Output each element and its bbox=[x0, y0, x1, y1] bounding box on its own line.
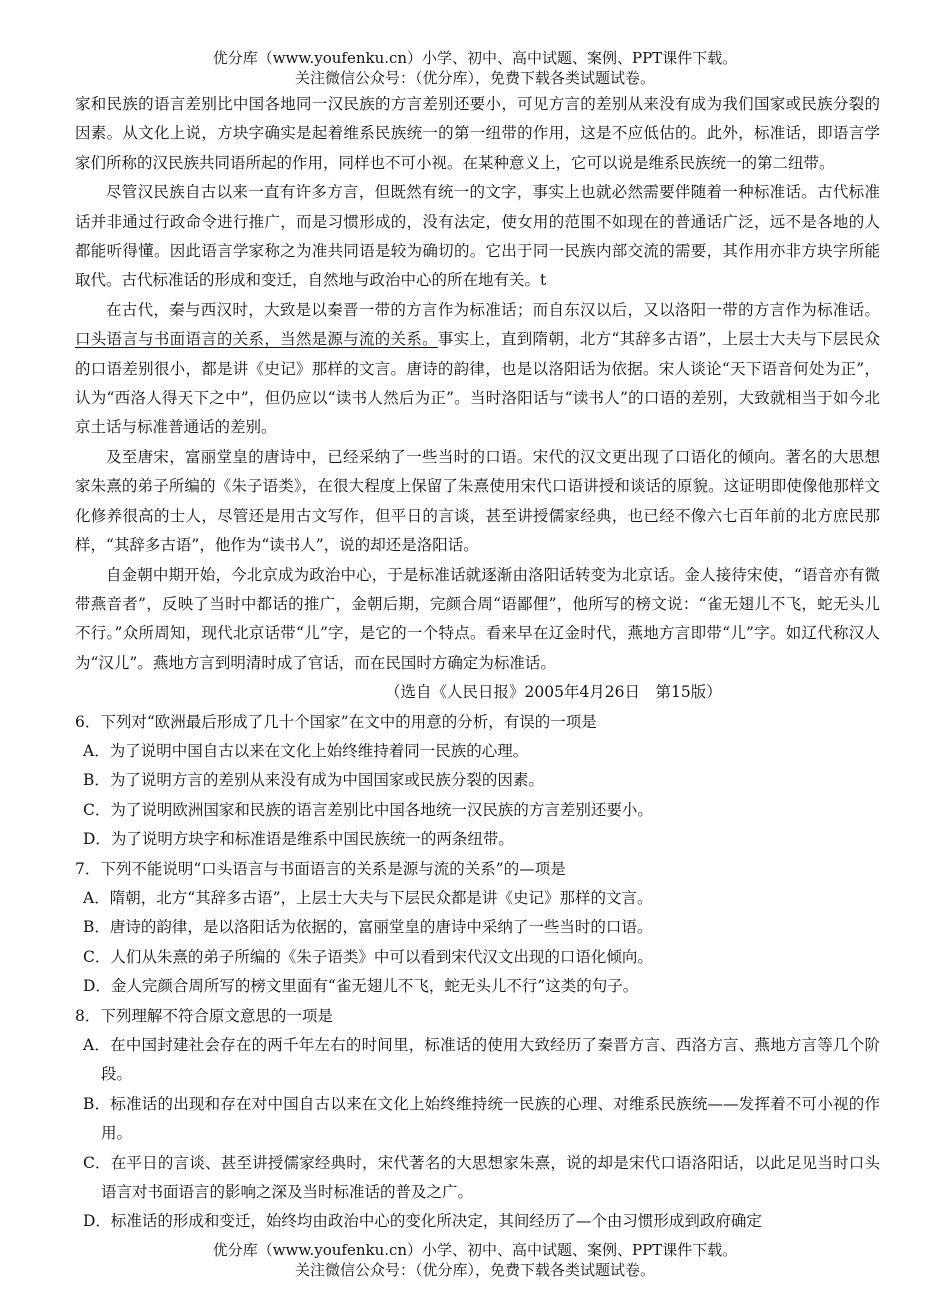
question-6-option-c: C．为了说明欧洲国家和民族的语言差别比中国各地统一汉民族的方言差别还要小。 bbox=[83, 800, 653, 819]
article-paragraph-0: 家和民族的语言差别比中国各地同一汉民族的方言差别还要小，可见方言的差别从来没有成为我们国家或民族分裂的因素。从文化上说，方块字确实是起着维系民族统一的第一纽带的作用，这是不应低估的。此外，标准话，即语言学家们所称的汉民族共同语所起的作用，同样也不可小视。在某种意义上，它可以说是维系民族统一的第二纽带。 bbox=[75, 95, 880, 172]
question-6-stem: 6．下列对“欧洲最后形成了几十个国家”在文中的用意的分析，有误的一项是 bbox=[75, 712, 597, 731]
question-8-stem: 8．下列理解不符合原文意思的一项是 bbox=[75, 1006, 333, 1025]
question-7-option-d: D．金人完颜合周所写的榜文里面有“雀无翅儿不飞，蛇无头儿不行”这类的句子。 bbox=[83, 977, 639, 996]
question-8-option-a: A．在中国封建社会存在的两千年左右的时间里，标准话的使用大致经历了秦晋方言、西洛方言、燕地方言等几个阶段。 bbox=[83, 1036, 880, 1084]
page-footer bbox=[0, 1240, 950, 1280]
header-line-2: 关注微信公众号：（优分库），免费下载各类试题试卷。 bbox=[294, 69, 655, 87]
underlined-sentence: 口头语言与书面语言的关系，当然是源与流的关系。 bbox=[75, 330, 438, 349]
main-content bbox=[75, 90, 880, 1237]
question-6-option-b: B．为了说明方言的差别从来没有成为中国国家或民族分裂的因素。 bbox=[83, 771, 544, 790]
article-source: （选自《人民日报》2005年4月26日 第15版） bbox=[385, 683, 722, 702]
question-7-stem: 7．下列不能说明“口头语言与书面语言的关系是源与流的关系”的—项是 bbox=[75, 859, 566, 878]
question-6-option-d: D．为了说明方块字和标准语是维系中国民族统一的两条纽带。 bbox=[83, 830, 514, 849]
header-line-1: 优分库（www.youfenku.cn）小学、初中、高中试题、案例、PPT课件下载。 bbox=[212, 49, 738, 67]
question-7-option-b: B．唐诗的韵律，是以洛阳话为依据的，富丽堂皇的唐诗中采纳了一些当时的口语。 bbox=[83, 918, 653, 937]
page-header bbox=[0, 48, 950, 88]
question-7-option-a: A．隋朝，北方“其辞多古语”，上层士大夫与下层民众都是讲《史记》那样的文言。 bbox=[83, 888, 653, 907]
question-8-option-d: D．标准话的形成和变迁，始终均由政治中心的变化所决定，其间经历了—个由习惯形成到政府确定 bbox=[83, 1212, 762, 1231]
question-8-option-c: C．在平日的言谈、甚至讲授儒家经典时，宋代著名的大思想家朱熹，说的却是宋代口语洛阳话，以此足见当时口头语言对书面语言的影响之深及当时标准话的普及之广。 bbox=[83, 1153, 880, 1202]
article-paragraph-3: 及至唐宋，富丽堂皇的唐诗中，已经采纳了一些当时的口语。宋代的汉文更出现了口语化的倾向。著名的大思想家朱熹的弟子所编的《朱子语类》，在很大程度上保留了朱熹使用宋代口语讲授和谈话的原貌。这证明即使像他那样文化修养很高的士人，尽管还是用古文写作，但平日的言谈，甚至讲授儒家经典，也已经不像六七百年前的北方庶民那样，“其辞多古语”，他作为“读书人”，说的却还是洛阳话。 bbox=[75, 447, 880, 555]
footer-line-2: 关注微信公众号：（优分库），免费下载各类试题试卷。 bbox=[294, 1261, 655, 1279]
paragraph-2-text-b: 事实上，直到隋朝，北方“其辞多古语”，上层士大夫与下层民众的口语差别很小，都是讲《史记》那样的文言。唐诗的韵律，也是以洛阳话为依据。宋人谈论“天下语音何处为正”，认为“西洛人得天下之中”，但仍应以“读书人然后为正”。当时洛阳话与“读书人”的口语的差别，大致就相当于如今北京土话与标准普通话的差别。 bbox=[75, 330, 880, 437]
question-6-option-a: A．为了说明中国自古以来在文化上始终维持着同一民族的心理。 bbox=[83, 741, 529, 760]
paragraph-2-text-a: 在古代，秦与西汉时，大致是以秦晋一带的方言作为标准话；而自东汉以后，又以洛阳一带的方言作为标准话。 bbox=[106, 300, 880, 319]
article-paragraph-4: 自金朝中期开始，今北京成为政治中心，于是标准话就逐渐由洛阳话转变为北京话。金人接待宋使，“语音亦有微带燕音者”，反映了当时中都话的推广，金朝后期，完颜合周“语鄙俚”，他所写的榜文说：“雀无翅儿不飞，蛇无头儿不行。”众所周知，现代北京话带“儿”字，是它的一个特点。看来早在辽金时代，燕地方言即带“儿”字。如辽代称汉人为“汉儿”。燕地方言到明清时成了官话，而在民国时方确定为标准话。 bbox=[75, 565, 880, 672]
article-paragraph-2 bbox=[75, 296, 880, 443]
question-7-option-c: C．人们从朱熹的弟子所编的《朱子语类》中可以看到宋代汉文出现的口语化倾向。 bbox=[83, 947, 653, 966]
question-8-option-b: B．标准话的出现和存在对中国自古以来在文化上始终维持统一民族的心理、对维系民族统——发挥着不可小视的作用。 bbox=[83, 1094, 880, 1143]
footer-line-1: 优分库（www.youfenku.cn）小学、初中、高中试题、案例、PPT课件下载。 bbox=[212, 1241, 738, 1259]
article-paragraph-1: 尽管汉民族自古以来一直有许多方言，但既然有统一的文字，事实上也就必然需要伴随着一种标准话。古代标准话并非通过行政命令进行推广，而是习惯形成的，没有法定，使女用的范围不如现在的普通话广泛，远不是各地的人都能听得懂。因此语言学家称之为准共同语是较为确切的。它出于同一民族内部交流的需要，其作用亦非方块字所能取代。古代标准话的形成和变迁，自然地与政治中心的所在地有关。t bbox=[75, 183, 880, 290]
